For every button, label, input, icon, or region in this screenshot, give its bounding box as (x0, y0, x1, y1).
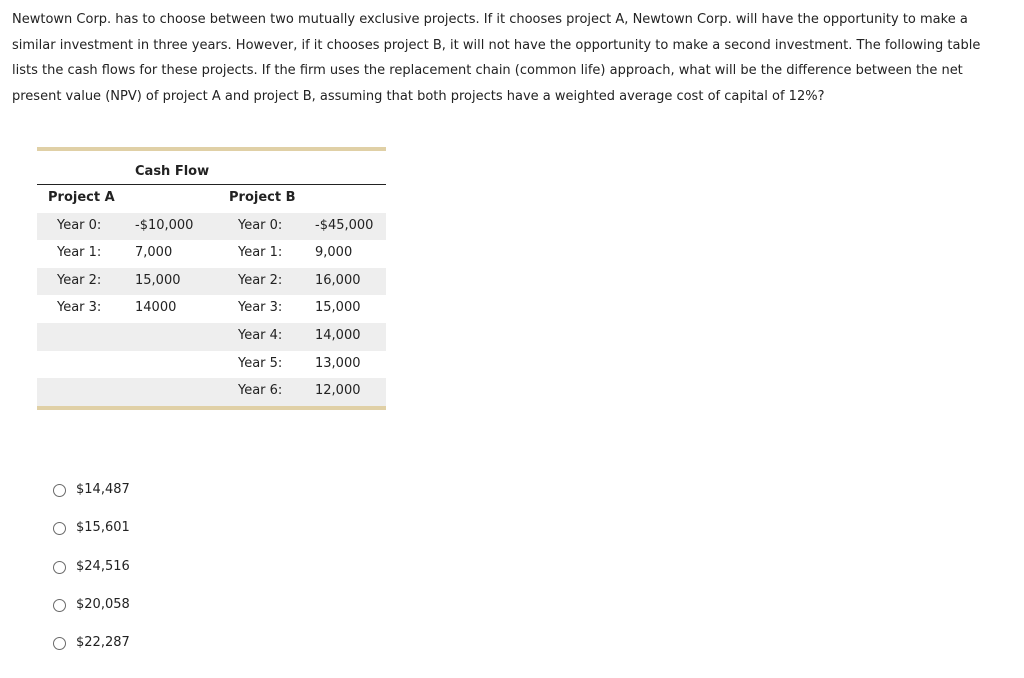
project-b-cash-flow: 16,000 (315, 272, 361, 288)
radio-button[interactable] (53, 561, 66, 574)
table-row (37, 295, 386, 323)
project-b-cash-flow: 12,000 (315, 383, 361, 399)
project-b-cash-flow: 14,000 (315, 327, 361, 343)
answer-option-5[interactable] (53, 633, 130, 671)
project-b-header: Project B (229, 190, 296, 205)
project-b-year: Year 4: (238, 327, 283, 343)
table-row (37, 213, 386, 241)
project-b-year: Year 5: (238, 355, 283, 371)
answer-option-label[interactable]: $14,487 (76, 482, 130, 497)
project-a-year: Year 0: (57, 217, 102, 233)
project-a-year: Year 1: (57, 245, 102, 261)
project-a-cash-flow: 7,000 (135, 245, 173, 261)
project-b-year: Year 3: (238, 300, 283, 316)
answer-option-1[interactable] (53, 480, 130, 518)
question-line-4: present value (NPV) of project A and project B, assuming that both projects have a weighted average cost of capital of 12%? (12, 88, 825, 104)
answer-option-label[interactable]: $15,601 (76, 520, 130, 536)
project-a-header: Project A (48, 190, 115, 205)
project-b-year: Year 6: (238, 383, 283, 399)
radio-button[interactable] (53, 599, 66, 612)
project-b-cash-flow: 9,000 (315, 245, 353, 261)
answer-option-3[interactable] (53, 557, 130, 595)
project-b-cash-flow: 13,000 (315, 355, 361, 371)
table-row (37, 240, 386, 268)
answer-options (53, 480, 130, 671)
project-b-year: Year 0: (238, 217, 283, 233)
table-row (37, 378, 386, 406)
project-a-year: Year 3: (57, 300, 102, 316)
project-b-cash-flow: -$45,000 (315, 217, 374, 233)
radio-button[interactable] (53, 484, 66, 497)
radio-button[interactable] (53, 637, 66, 650)
table-title: Cash Flow (135, 164, 210, 179)
question-line-3: lists the cash flows for these projects. If the firm uses the replacement chain (common life) approach, what will be the difference between the net (12, 63, 963, 78)
answer-option-label[interactable]: $22,287 (76, 635, 130, 651)
answer-option-2[interactable] (53, 518, 130, 556)
project-b-year: Year 2: (238, 272, 283, 288)
answer-option-label[interactable]: $20,058 (76, 596, 130, 612)
project-a-cash-flow: 15,000 (135, 272, 181, 288)
table-title-row (37, 151, 386, 184)
project-a-year: Year 2: (57, 272, 102, 288)
answer-option-4[interactable] (53, 595, 130, 633)
answer-option-label[interactable]: $24,516 (76, 558, 130, 574)
project-a-cash-flow: 14000 (135, 300, 177, 316)
table-row (37, 323, 386, 351)
table-header-row (37, 185, 386, 213)
question-text (12, 7, 1012, 109)
cash-flow-table (37, 147, 386, 410)
project-b-year: Year 1: (238, 245, 283, 261)
radio-button[interactable] (53, 522, 66, 535)
project-a-cash-flow: -$10,000 (135, 217, 194, 233)
question-line-1: Newtown Corp. has to choose between two mutually exclusive projects. If it chooses project A, Newtown Corp. will have the opportunity to make a (12, 12, 968, 27)
question-line-2: similar investment in three years. However, if it chooses project B, it will not have the opportunity to make a second investment. The following table (12, 37, 981, 53)
table-row (37, 351, 386, 379)
table-bottom-border (37, 406, 386, 410)
table-row (37, 268, 386, 296)
project-b-cash-flow: 15,000 (315, 300, 361, 316)
